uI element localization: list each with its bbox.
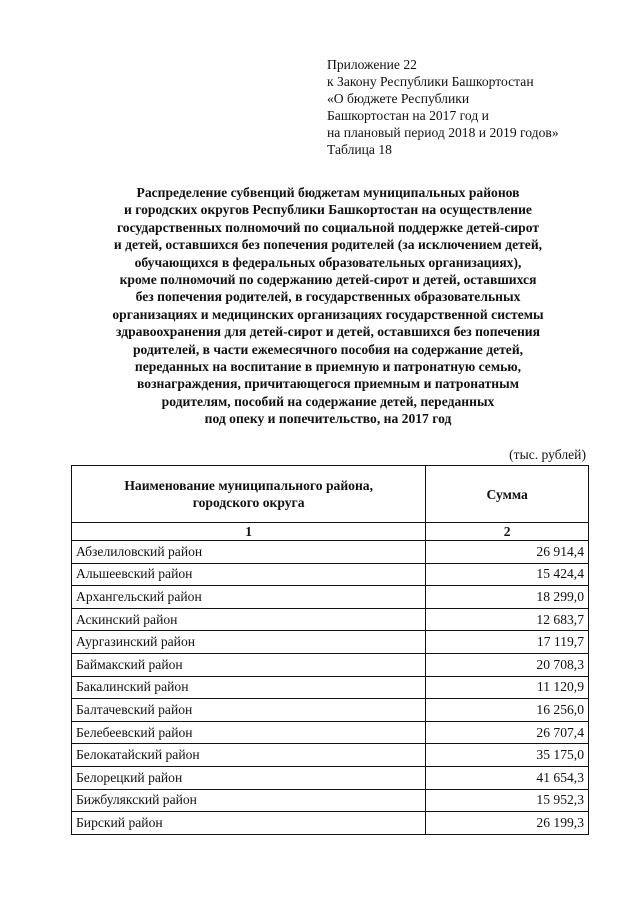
document-title [70,184,586,428]
district-name: Аскинский район [72,608,426,631]
title-line: Распределение субвенций бюджетам муниципальных районов [136,185,520,200]
title-line: родителям, пособий на содержание детей, переданных [161,393,495,409]
column-number-2: 2 [426,523,589,541]
appendix-line: Башкортостан на 2017 год и [327,108,489,123]
title-line: и детей, оставшихся без попечения родителей (за исключением детей, [113,237,543,253]
units-label: (тыс. рублей) [509,447,586,462]
district-sum: 26 707,4 [426,721,589,744]
district-sum: 26 199,3 [426,812,589,835]
table-row [72,766,589,789]
header-name-line2: городского округа [192,495,305,510]
district-sum: 20 708,3 [426,653,589,676]
appendix-line: к Закону Республики Башкортостан [327,74,534,89]
title-line: организациях и медицинских организациях государственной системы [112,306,544,322]
table-row [72,721,589,744]
district-name: Архангельский район [72,586,426,609]
title-line: обучающихся в федеральных образовательных организациях), [134,254,522,270]
table-row [72,699,589,722]
district-name: Белорецкий район [72,766,426,789]
district-name: Балтачевский район [72,699,426,722]
district-sum: 26 914,4 [426,541,589,564]
table-header-row [72,466,589,523]
appendix-line: Приложение 22 [327,57,417,72]
table-row [72,631,589,654]
title-line: кроме полномочий по содержанию детей-сирот и детей, оставшихся [119,272,537,288]
title-line: здравоохранения для детей-сирот и детей, оставшихся без попечения [116,324,540,340]
table-row [72,608,589,631]
district-name: Бакалинский район [72,676,426,699]
district-name: Бижбулякский район [72,789,426,812]
table-row [72,541,589,564]
title-line: переданных на воспитание в приемную и патронатную семью, [134,359,522,375]
appendix-line: Таблица 18 [327,142,392,157]
title-line: вознаграждения, причитающегося приемным и патронатным [137,376,519,392]
table-row [72,812,589,835]
subvention-table [71,465,589,835]
district-name: Белебеевский район [72,721,426,744]
district-name: Абзелиловский район [72,541,426,564]
district-sum: 41 654,3 [426,766,589,789]
column-number-1: 1 [72,523,426,541]
table-row [72,789,589,812]
table-row [72,676,589,699]
district-sum: 18 299,0 [426,586,589,609]
district-sum: 15 424,4 [426,563,589,586]
district-sum: 15 952,3 [426,789,589,812]
appendix-line: на плановый период 2018 и 2019 годов» [327,125,559,140]
district-name: Альшеевский район [72,563,426,586]
district-sum: 16 256,0 [426,699,589,722]
table-row [72,563,589,586]
district-sum: 35 175,0 [426,744,589,767]
district-name: Бирский район [72,812,426,835]
title-line: и городских округов Республики Башкортостан на осуществление [124,202,532,218]
table-row [72,744,589,767]
column-number-row [72,523,589,541]
header-sum: Сумма [426,466,589,523]
district-name: Баймакский район [72,653,426,676]
table-row [72,653,589,676]
header-name-line1: Наименование муниципального района, [124,478,373,493]
district-name: Аургазинский район [72,631,426,654]
title-line: без попечения родителей, в государственных образовательных [135,289,521,305]
header-name [72,466,426,523]
table-row [72,586,589,609]
title-line: под опеку и попечительство, на 2017 год [204,411,452,427]
appendix-line: «О бюджете Республики [327,91,470,106]
title-line: государственных полномочий по социальной поддержке детей-сирот [116,219,540,235]
district-sum: 17 119,7 [426,631,589,654]
appendix-header [327,56,559,158]
district-sum: 11 120,9 [426,676,589,699]
district-sum: 12 683,7 [426,608,589,631]
title-line: родителей, в части ежемесячного пособия на содержание детей, [132,341,524,357]
district-name: Белокатайский район [72,744,426,767]
